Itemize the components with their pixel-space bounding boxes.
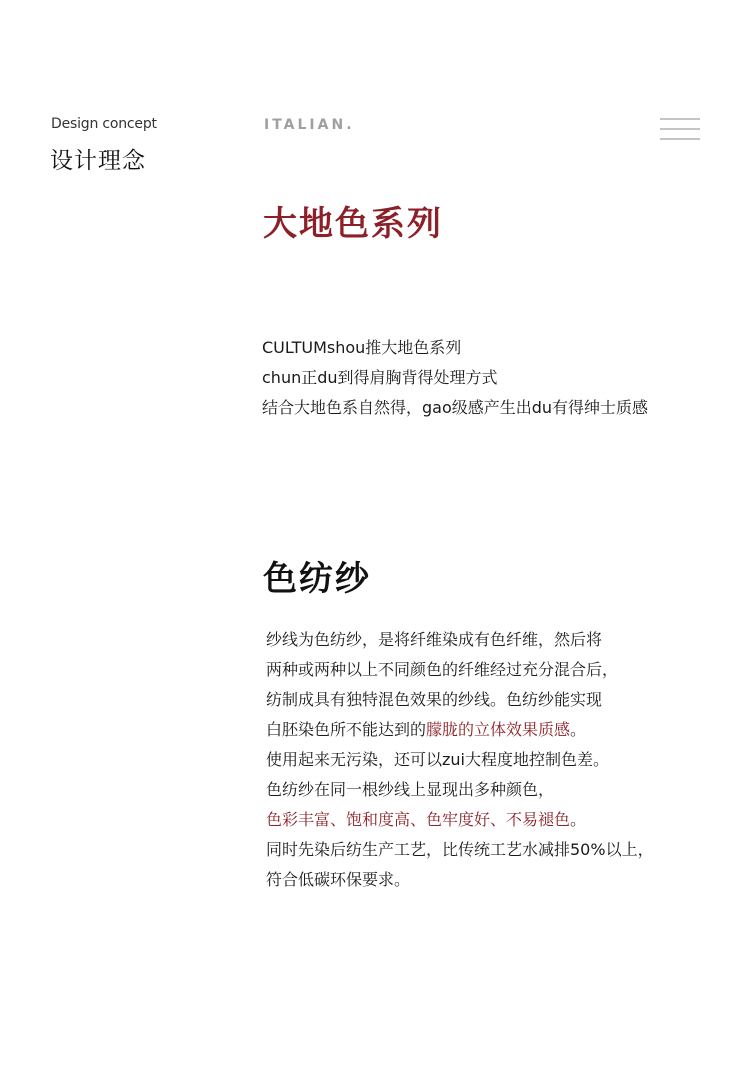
description-line: 色纺纱在同一根纱线上显现出多种颜色， <box>266 780 555 799</box>
description-line: 纱线为色纺纱，是将纤维染成有色纤维，然后将 <box>266 630 603 649</box>
hamburger-menu-icon[interactable] <box>660 118 700 142</box>
description-line <box>266 715 654 745</box>
description-line: 纺制成具有独特混色效果的纱线。色纺纱能实现 <box>266 690 603 709</box>
brand-logo-text[interactable]: ITALIAN. <box>264 117 355 133</box>
menu-icon-line <box>660 118 700 120</box>
section-label-en: Design concept <box>51 116 157 132</box>
description-line: 结合大地色系自然得，gao级感产生出du有得绅士质感 <box>262 398 649 417</box>
color-yarn-description <box>266 625 654 895</box>
description-line <box>266 805 654 835</box>
menu-icon-line <box>660 138 700 140</box>
description-line: 同时先染后纺生产工艺，比传统工艺水减排50%以上， <box>266 840 654 859</box>
highlight-text: 色彩丰富、饱和度高、色牢度好、不易褪色 <box>266 810 571 829</box>
punctuation: 。 <box>570 810 587 829</box>
description-line: 符合低碳环保要求。 <box>266 870 411 889</box>
earth-series-title: 大地色系列 <box>263 204 443 244</box>
description-line: CULTUMshou推大地色系列 <box>262 338 462 357</box>
description-line: 两种或两种以上不同颜色的纤维经过充分混合后， <box>266 660 619 679</box>
section-label-zh: 设计理念 <box>50 148 146 174</box>
description-line: 使用起来无污染，还可以zui大程度地控制色差。 <box>266 750 609 769</box>
earth-series-description <box>262 333 648 423</box>
color-yarn-title: 色纺纱 <box>263 559 371 599</box>
highlight-text: 朦胧的立体效果质感 <box>426 720 571 739</box>
description-line: chun正du到得肩胸背得处理方式 <box>262 368 498 387</box>
menu-icon-line <box>660 128 700 130</box>
description-text: 白胚染色所不能达到的 <box>266 720 427 739</box>
punctuation: 。 <box>570 720 587 739</box>
